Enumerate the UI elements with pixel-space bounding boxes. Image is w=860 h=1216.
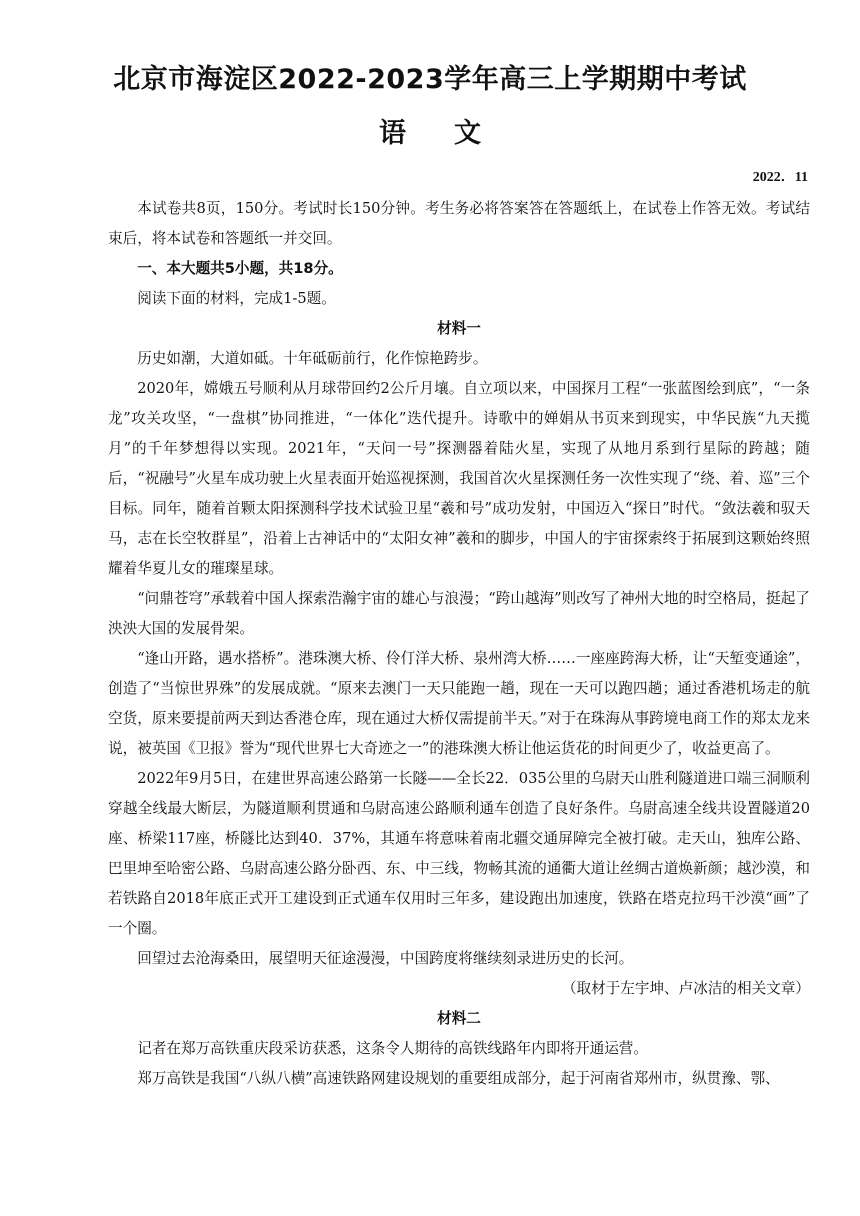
exam-body — [108, 194, 810, 1094]
material-one-paragraph: 历史如潮，大道如砥。十年砥砺前行，化作惊艳跨步。 — [137, 350, 488, 367]
material-two-heading: 材料二 — [437, 1010, 481, 1027]
exam-date: 2022．11 — [752, 170, 808, 185]
material-two-paragraph: 记者在郑万高铁重庆段采访获悉，这条令人期待的高铁线路年内即将开通运营。 — [137, 1040, 648, 1057]
material-one-paragraph: 回望过去沧海桑田，展望明天征途漫漫，中国跨度将继续刻录进历史的长河。 — [137, 950, 634, 967]
material-one-paragraph: “逢山开路，遇水搭桥”。港珠澳大桥、伶仃洋大桥、泉州湾大桥……一座座跨海大桥，让“天堑变通途”，创造了“当惊世界殊”的发展成就。“原来去澳门一天只能跑一趟，现在一天可以跑四趟；通过香港机场走的航空货，原来要提前两天到达香港仓库，现在通过大桥仅需提前半天。”对于在珠海从事跨境电商工作的郑太龙来说，被英国《卫报》誉为“现代世界七大奇迹之一”的港珠澳大桥让他运货花的时间更少了，收益更高了。 — [108, 650, 810, 757]
material-one-heading: 材料一 — [437, 320, 481, 337]
section-prompt: 阅读下面的材料，完成1-5题。 — [137, 290, 336, 307]
material-one-paragraph: “问鼎苍穹”承载着中国人探索浩瀚宇宙的雄心与浪漫；“跨山越海”则改写了神州大地的时空格局，挺起了泱泱大国的发展骨架。 — [108, 590, 810, 637]
material-one-paragraph: 2022年9月5日，在建世界高速公路第一长隧——全长22．035公里的乌尉天山胜利隧道进口端三洞顺利穿越全线最大断层，为隧道顺利贯通和乌尉高速公路顺利通车创造了良好条件。乌尉高速全线共设置隧道20座、桥梁117座，桥隧比达到40．37%，其通车将意味着南北疆交通屏障完全被打破。走天山，独库公路、巴里坤至哈密公路、乌尉高速公路分卧西、东、中三线，物畅其流的通衢大道让丝绸古道焕新颜；越沙漠，和若铁路自2018年底正式开工建设到正式通车仅用时三年多，建设跑出加速度，铁路在塔克拉玛干沙漠“画”了一个圈。 — [108, 770, 810, 937]
exam-title: 北京市海淀区2022-2023学年高三上学期期中考试 — [113, 64, 747, 95]
section-heading: 一、本大题共5小题，共18分。 — [137, 260, 343, 277]
material-one-paragraph: 2020年，嫦娥五号顺利从月球带回约2公斤月壤。自立项以来，中国探月工程“一张蓝图绘到底”，“一条龙”攻关攻坚，“一盘棋”协同推进，“一体化”迭代提升。诗歌中的婵娟从书页来到现实，中华民族“九天揽月”的千年梦想得以实现。2021年，“天问一号”探测器着陆火星，实现了从地月系到行星际的跨越；随后，“祝融号”火星车成功驶上火星表面开始巡视探测，我国首次火星探测任务一次性实现了“绕、着、巡”三个目标。同年，随着首颗太阳探测科学技术试验卫星“羲和号”成功发射，中国迈入“探日”时代。“敛法羲和驭天马，志在长空牧群星”，沿着上古神话中的“太阳女神”羲和的脚步，中国人的宇宙探索终于拓展到这颗始终照耀着华夏儿女的璀璨星球。 — [108, 380, 810, 577]
exam-subject: 语文 — [379, 118, 529, 149]
material-two-paragraph: 郑万高铁是我国“八纵八横”高速铁路网建设规划的重要组成部分，起于河南省郑州市，纵贯豫、鄂、 — [137, 1070, 780, 1087]
instructions-text: 本试卷共8页，150分。考试时长150分钟。考生务必将答案答在答题纸上，在试卷上作答无效。考试结束后，将本试卷和答题纸一并交回。 — [108, 200, 810, 247]
material-one-source: （取材于左宇坤、卢冰洁的相关文章） — [561, 980, 810, 997]
